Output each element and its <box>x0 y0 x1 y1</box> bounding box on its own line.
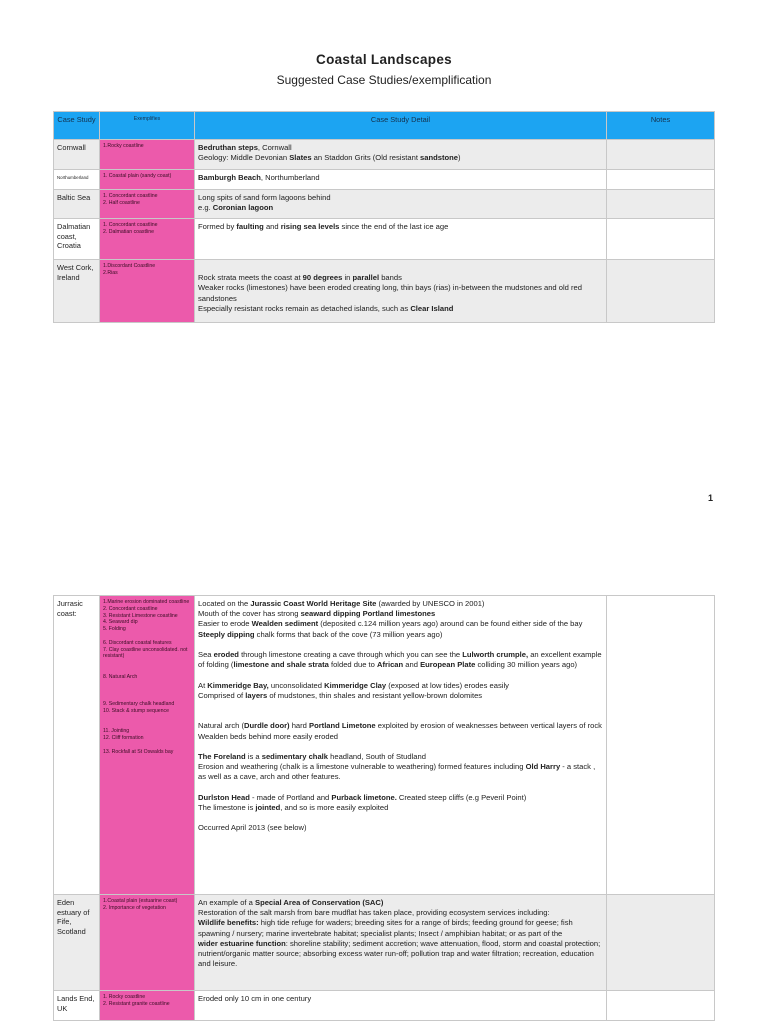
exemplifies-item: 5. Folding <box>103 626 126 633</box>
notes-cell[interactable] <box>607 895 715 991</box>
detail-line: Eroded only 10 cm in one century <box>198 994 312 1003</box>
detail-line <box>198 263 603 273</box>
case-study-name: West Cork, Ireland <box>54 260 100 323</box>
detail-line: e.g. Coronian lagoon <box>198 203 274 213</box>
exemplifies-item <box>103 742 191 749</box>
detail-line: Weaker rocks (limestones) have been eroded creating long, thin bays (rias) in-between the mudstones and old red sandstones <box>198 283 582 303</box>
table-row <box>54 140 715 170</box>
exemplifies-cell <box>100 596 195 895</box>
notes-cell[interactable] <box>607 140 715 170</box>
table-row <box>54 260 715 323</box>
page-title: Coastal Landscapes <box>316 52 452 67</box>
case-study-detail <box>195 596 607 895</box>
table-row <box>54 219 715 260</box>
detail-line: An example of a Special Area of Conservation (SAC) <box>198 898 384 907</box>
detail-line: Durlston Head - made of Portland and Purback limetone. Created steep cliffs (e.g Peveril Point) <box>198 792 527 802</box>
page-number: 1 <box>708 493 714 503</box>
case-study-name: Baltic Sea <box>54 190 100 219</box>
detail-line: Located on the Jurassic Coast World Heritage Site (awarded by UNESCO in 2001) <box>198 599 485 608</box>
detail-line: Erosion and weathering (chalk is a limestone vulnerable to weathering) formed features including Old Harry - a stack , as well as a cave, arch and other features. <box>198 762 596 782</box>
case-study-detail <box>195 991 607 1021</box>
case-study-name: Dalmatian coast, Croatia <box>54 219 100 260</box>
notes-cell[interactable] <box>607 260 715 323</box>
exemplifies-cell <box>100 219 195 260</box>
detail-line: Natural arch (Durdle door) hard Portland Limetone exploited by erosion of weaknesses between vertical layers of rock <box>198 721 602 731</box>
case-study-detail <box>195 260 607 323</box>
table-row <box>54 170 715 190</box>
exemplifies-item: 10. Stack & stump sequence <box>103 707 170 714</box>
exemplifies-cell <box>100 991 195 1021</box>
detail-line: Long spits of sand form lagoons behind <box>198 193 331 202</box>
exemplifies-cell <box>100 190 195 219</box>
case-study-table-1 <box>53 111 715 323</box>
detail-line: Steeply dipping chalk forms that back of the cove (73 million years ago) <box>198 629 443 639</box>
notes-cell[interactable] <box>607 596 715 895</box>
exemplifies-item: 1.Discordant Coastline <box>103 263 156 269</box>
table-row <box>54 190 715 219</box>
exemplifies-item: 2. Concordant coastline <box>103 605 158 612</box>
detail-line <box>198 640 603 650</box>
exemplifies-item <box>103 681 191 688</box>
detail-line: The Foreland is a sedimentary chalk headland, South of Studland <box>198 752 426 762</box>
detail-line: Easier to erode Wealden sediment (deposited c.124 million years ago) around can be found either side of the bay <box>198 619 583 629</box>
detail-line <box>198 670 603 680</box>
table-row <box>54 991 715 1021</box>
exemplifies-item <box>103 715 191 722</box>
exemplifies-cell <box>100 140 195 170</box>
exemplifies-item: 1.Coastal plain (estuarine coast) <box>103 898 178 904</box>
case-study-detail <box>195 170 607 190</box>
exemplifies-item: 1. Rocky coastline <box>103 994 146 1000</box>
detail-line <box>198 701 603 711</box>
exemplifies-item: 4. Seaward dip <box>103 619 138 626</box>
exemplifies-item: 2. Importance of vegetation <box>103 904 166 911</box>
case-study-detail <box>195 895 607 991</box>
detail-line <box>198 711 603 721</box>
exemplifies-item: 2. Resistant granite coastline <box>103 1000 170 1007</box>
detail-line: Especially resistant rocks remain as detached islands, such as Clear Island <box>198 303 454 313</box>
exemplifies-item: 1.Marine erosion dominated coastline <box>103 599 190 605</box>
detail-line: Restoration of the salt marsh from bare mudflat has taken place, providing ecosystem services including: <box>198 908 550 918</box>
detail-line: Wealden beds behind more easily eroded <box>198 731 339 741</box>
notes-cell[interactable] <box>607 991 715 1021</box>
exemplifies-item: 7. Clay coastline unconsolidated. not resistant) <box>103 646 188 660</box>
case-study-table-2 <box>53 595 715 1021</box>
exemplifies-item: 3. Resistant Limestone coastline <box>103 612 178 619</box>
detail-line <box>198 783 603 793</box>
detail-line: Rock strata meets the coast at 90 degrees in parallel bands <box>198 273 402 283</box>
exemplifies-item: 1. Concordant coastline <box>103 193 158 199</box>
detail-line: Bedruthan steps, Cornwall <box>198 143 292 152</box>
exemplifies-item <box>103 687 191 694</box>
exemplifies-item <box>103 721 191 728</box>
case-study-detail <box>195 190 607 219</box>
exemplifies-item <box>103 660 191 667</box>
detail-line <box>198 813 603 823</box>
detail-line: wider estuarine function: shoreline stability; sediment accretion; wave attenuation, flood, storm and coastal protection; nutrient/organic matter source; absorbing excess water run-off; pollution trap and water filtration; recreation, education and leisure. <box>198 938 601 969</box>
exemplifies-cell <box>100 895 195 991</box>
detail-line: At Kimmeridge Bay, unconsolidated Kimmeridge Clay (exposed at low tides) erodes easily <box>198 680 509 690</box>
exemplifies-item: 6. Discordant coastal features <box>103 639 172 646</box>
notes-cell[interactable] <box>607 190 715 219</box>
detail-line: Mouth of the cover has strong seaward dipping Portland limestones <box>198 609 436 619</box>
exemplifies-cell <box>100 260 195 323</box>
case-study-name: Eden estuary of Fife, Scotland <box>54 895 100 991</box>
exemplifies-item: 9. Sedimentary chalk headland <box>103 700 175 707</box>
detail-line: Sea eroded through limestone creating a cave through which you can see the Lulworth crumple, an excellent example of folding (limestone and shale strata folded due to African and European Plate colliding 30 million years ago) <box>198 650 602 670</box>
notes-cell[interactable] <box>607 170 715 190</box>
table-row <box>54 895 715 991</box>
case-study-detail <box>195 140 607 170</box>
detail-line: Wildlife benefits: high tide refuge for waders; breeding sites for a range of birds; feeding ground for geese; fish spawning / nursery; marine invertebrate habitat; specialist plants; Insect / amphibian habitat; or as part of the <box>198 918 573 938</box>
exemplifies-item: 2.Rias <box>103 269 118 276</box>
header-detail: Case Study Detail <box>195 112 607 140</box>
header-case-study: Case Study <box>54 112 100 140</box>
exemplifies-item: 2. Dalmatian coastline <box>103 228 155 235</box>
detail-line: Comprised of layers of mudstones, thin shales and resistant yellow-brown dolomites <box>198 690 483 700</box>
exemplifies-item: 11. Jointing <box>103 728 130 735</box>
exemplifies-item: 13. Rockfall at St Oswalds bay <box>103 748 174 755</box>
case-study-name: Cornwall <box>54 140 100 170</box>
exemplifies-item: 12. Cliff formation <box>103 734 144 741</box>
exemplifies-item <box>103 633 191 640</box>
detail-line: Bamburgh Beach, Northumberland <box>198 173 320 182</box>
detail-line: Geology: Middle Devonian Slates an Staddon Grits (Old resistant sandstone) <box>198 153 461 163</box>
exemplifies-item: 1. Concordant coastline <box>103 222 158 228</box>
page-subtitle: Suggested Case Studies/exemplification <box>276 73 492 87</box>
header-exemplifies: Exemplifies <box>100 112 195 140</box>
notes-cell[interactable] <box>607 219 715 260</box>
exemplifies-item: 8. Natural Arch <box>103 673 138 680</box>
exemplifies-item: 2. Half coastline <box>103 199 140 206</box>
header-notes: Notes <box>607 112 715 140</box>
exemplifies-item: 1. Coastal plain (sandy coast) <box>103 173 172 179</box>
exemplifies-item <box>103 694 191 701</box>
detail-line: Formed by faulting and rising sea levels since the end of the last ice age <box>198 222 449 231</box>
detail-line: Occurred April 2013 (see below) <box>198 823 307 833</box>
exemplifies-cell <box>100 170 195 190</box>
case-study-detail <box>195 219 607 260</box>
case-study-name: Jurrasic coast: <box>54 596 100 895</box>
case-study-name: Lands End, UK <box>54 991 100 1021</box>
case-study-name: Northumberland <box>54 170 100 190</box>
detail-line <box>198 742 603 752</box>
table-row <box>54 596 715 895</box>
exemplifies-item: 1.Rocky coastline <box>103 143 144 149</box>
exemplifies-item <box>103 667 191 674</box>
detail-line: The limestone is jointed, and so is more easily exploited <box>198 803 389 813</box>
